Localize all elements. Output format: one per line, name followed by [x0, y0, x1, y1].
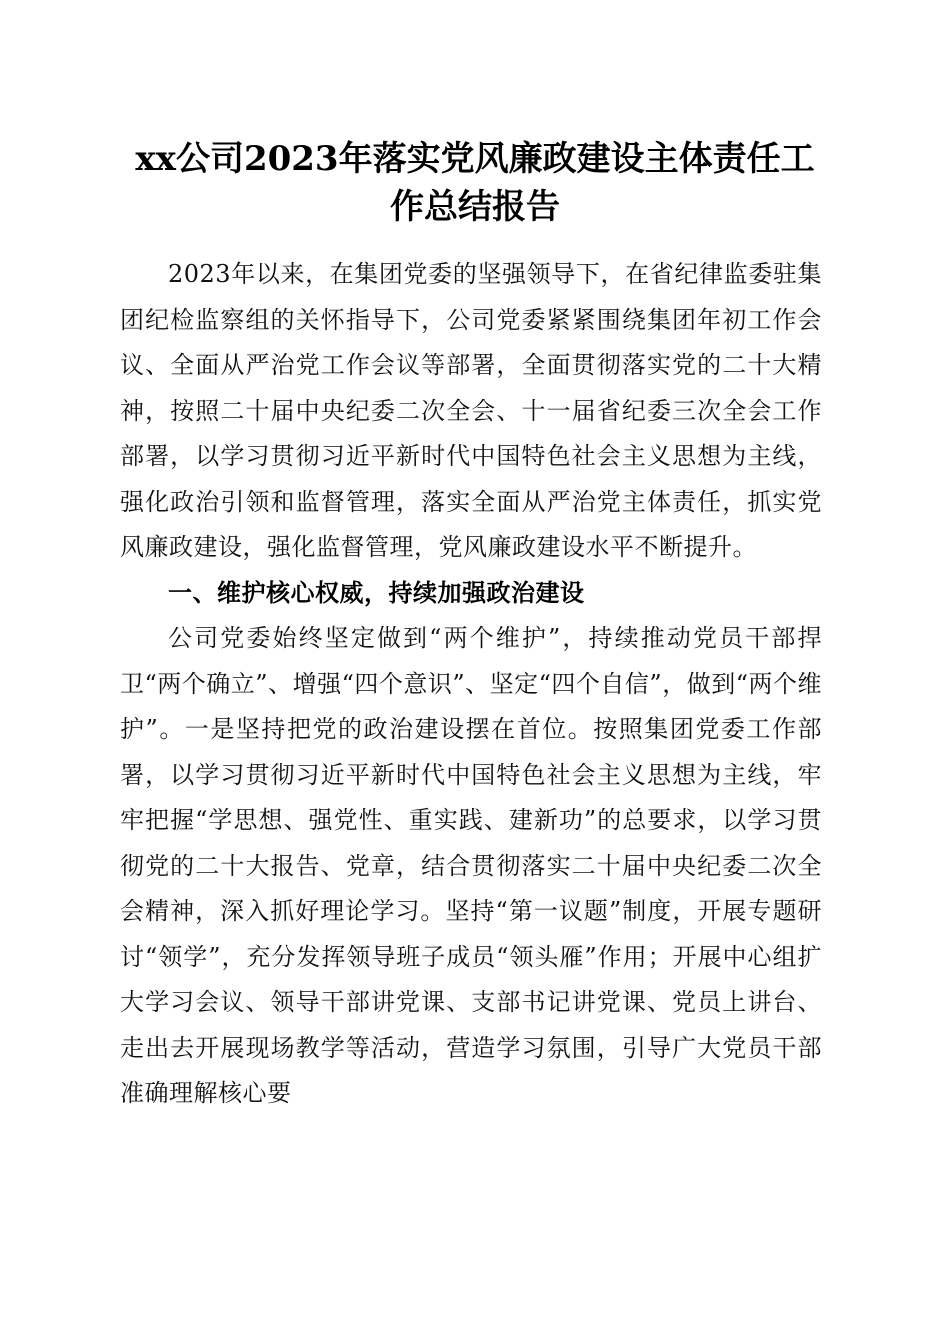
section-1-paragraph: 公司党委始终坚定做到“两个维护”，持续推动党员干部捍卫“两个确立”、增强“四个意识”、坚定“四个自信”，做到“两个维护”。一是坚持把党的政治建设摆在首位。按照集团党委工作部署，以学习贯彻习近平新时代中国特色社会主义思想为主线，牢牢把握“学思想、强党性、重实践、建新功”的总要求，以学习贯彻党的二十大报告、党章，结合贯彻落实二十届中央纪委二次全会精神，深入抓好理论学习。坚持“第一议题”制度，开展专题研讨“领学”，充分发挥领导班子成员“领头雁”作用；开展中心组扩大学习会议、领导干部讲党课、支部书记讲党课、党员上讲台、走出去开展现场教学等活动，营造学习氛围，引导广大党员干部准确理解核心要 — [120, 624, 822, 1107]
document-title: xx公司2023年落实党风廉政建设主体责任工作总结报告 — [135, 139, 815, 227]
section-heading-1: 一、维护核心权威，持续加强政治建设 — [168, 578, 585, 607]
intro-paragraph: 2023年以来，在集团党委的坚强领导下，在省纪律监委驻集团纪检监察组的关怀指导下，公司党委紧紧围绕集团年初工作会议、全面从严治党工作会议等部署，全面贯彻落实党的二十大精神，按照二十届中央纪委二次全会、十一届省纪委三次全会工作部署，以学习贯彻习近平新时代中国特色社会主义思想为主线，强化政治引领和监督管理，落实全面从严治党主体责任，抓实党风廉政建设，强化监督管理，党风廉政建设水平不断提升。 — [120, 260, 822, 561]
document-body — [120, 252, 822, 1117]
